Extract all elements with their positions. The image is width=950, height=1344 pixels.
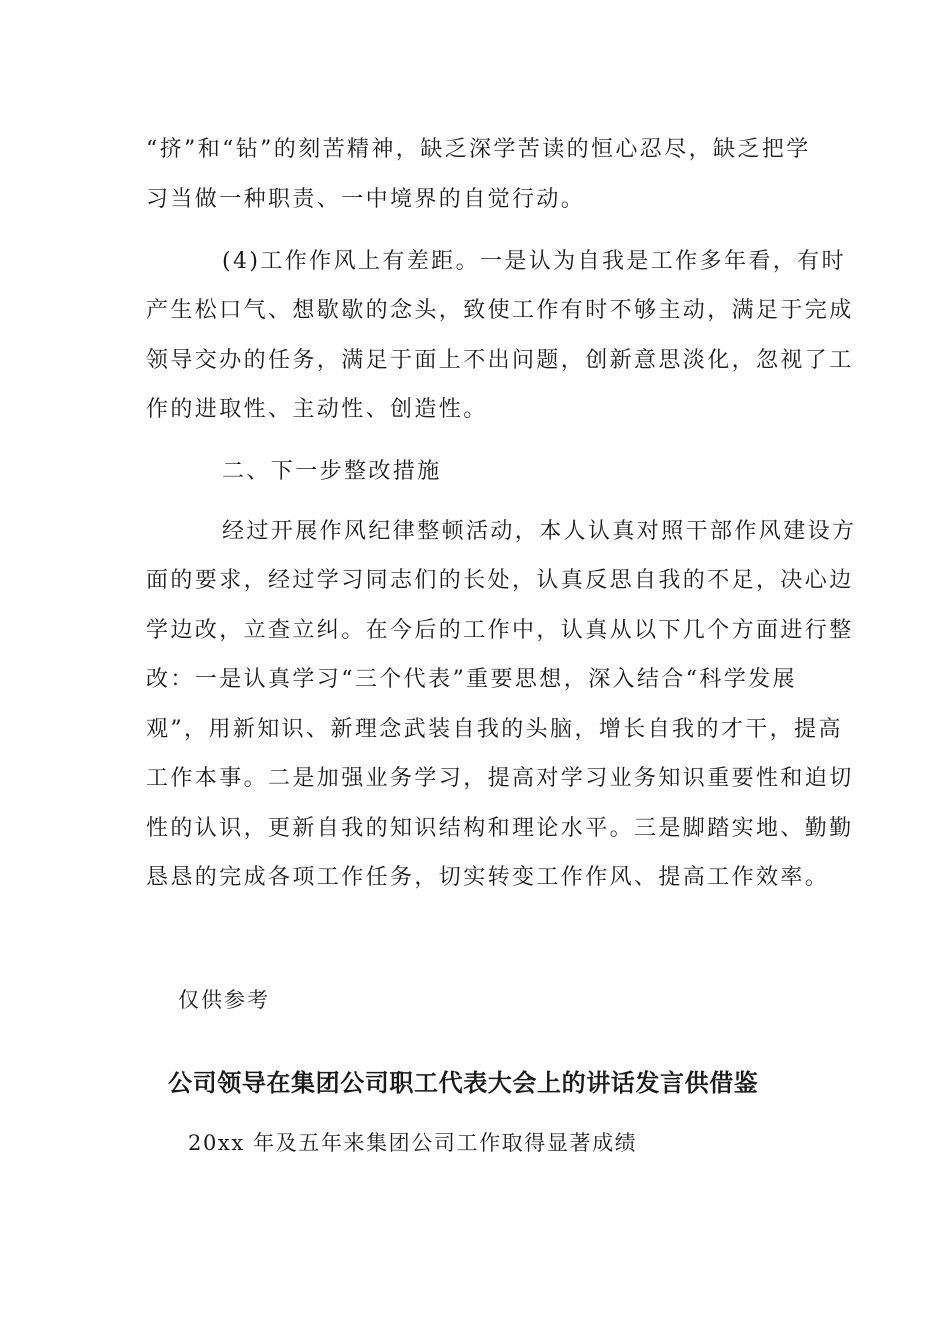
paragraph-2-line-4: 作的进取性、主动性、创造性。 (146, 397, 488, 422)
paragraph-3-line-3: 学边改，立查立纠。在今后的工作中，认真从以下几个方面进行整 (146, 618, 854, 643)
article-subtitle: 20xx 年及五年来集团公司工作取得显著成绩 (188, 1131, 638, 1155)
paragraph-3-line-8: 恳恳的完成各项工作任务，切实转变工作作风、提高工作效率。 (146, 865, 830, 890)
paragraph-3-line-2: 面的要求，经过学习同志们的长处，认真反思自我的不足，决心边 (146, 568, 854, 593)
paragraph-1-line-2: 习当做一种职责、一中境界的自觉行动。 (146, 187, 586, 212)
article-title: 公司领导在集团公司职工代表大会上的讲话发言供借鉴 (168, 1069, 759, 1097)
paragraph-2-line-3: 领导交办的任务，满足于面上不出问题，创新意思淡化，忽视了工 (146, 348, 854, 373)
paragraph-3-line-5: 观”，用新知识、新理念武装自我的头脑，增长自我的才干，提高 (146, 717, 843, 742)
paragraph-3-line-6: 工作本事。二是加强业务学习，提高对学习业务知识重要性和迫切 (146, 766, 854, 791)
reference-note: 仅供参考 (178, 988, 270, 1012)
paragraph-2-line-1: (4)工作作风上有差距。一是认为自我是工作多年看，有时 (222, 249, 846, 274)
paragraph-3-line-4: 改：一是认真学习“三个代表”重要思想，深入结合“科学发展 (146, 667, 797, 692)
paragraph-3-line-1: 经过开展作风纪律整顿活动，本人认真对照干部作风建设方 (222, 519, 857, 544)
paragraph-2-line-2: 产生松口气、想歇歇的念头，致使工作有时不够主动，满足于完成 (146, 298, 854, 323)
paragraph-3-line-7: 性的认识，更新自我的知识结构和理论水平。三是脚踏实地、勤勤 (146, 816, 854, 841)
paragraph-1-line-1: “挤”和“钻”的刻苦精神，缺乏深学苦读的恒心忍尽，缺乏把学 (146, 137, 811, 162)
section-heading: 二、下一步整改措施 (222, 459, 442, 484)
